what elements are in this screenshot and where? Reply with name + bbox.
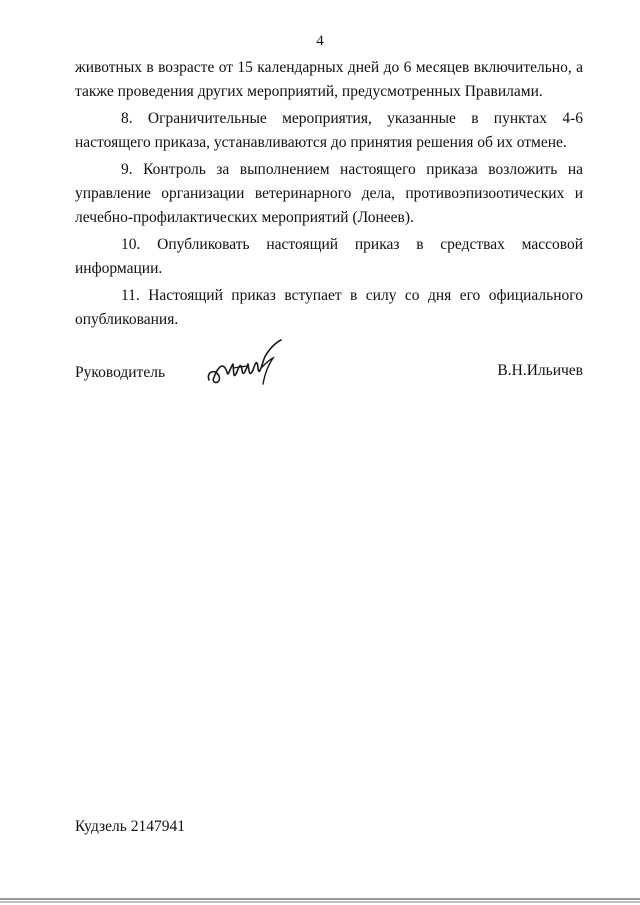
signatory-name: В.Н.Ильичев bbox=[497, 362, 583, 379]
item-8-paragraph: 8. Ограничительные мероприятия, указанные в пунктах 4-6 настоящего приказа, устанавливаются до принятия решения об их отмене. bbox=[75, 110, 583, 151]
item-10-paragraph: 10. Опубликовать настоящий приказ в средствах массовой информации. bbox=[75, 236, 583, 277]
signature-block bbox=[75, 362, 583, 392]
document-body bbox=[75, 56, 583, 332]
handwritten-signature-icon bbox=[203, 338, 295, 390]
item-9-paragraph: 9. Контроль за выполнением настоящего приказа возложить на управление организации ветеринарного дела, противоэпизоотических и лечебно-профилактических мероприятий (Лонеев). bbox=[75, 161, 583, 226]
page-number: 4 bbox=[316, 33, 324, 49]
page-edge-lines bbox=[0, 898, 640, 905]
item-11-paragraph: 11. Настоящий приказ вступает в силу со дня его официального опубликования. bbox=[75, 287, 583, 328]
continuation-paragraph: животных в возрасте от 15 календарных дней до 6 месяцев включительно, а также проведения других мероприятий, предусмотренных Правилами. bbox=[75, 59, 583, 100]
document-code: Кудзель 2147941 bbox=[75, 818, 185, 835]
signatory-title: Руководитель bbox=[75, 364, 166, 381]
